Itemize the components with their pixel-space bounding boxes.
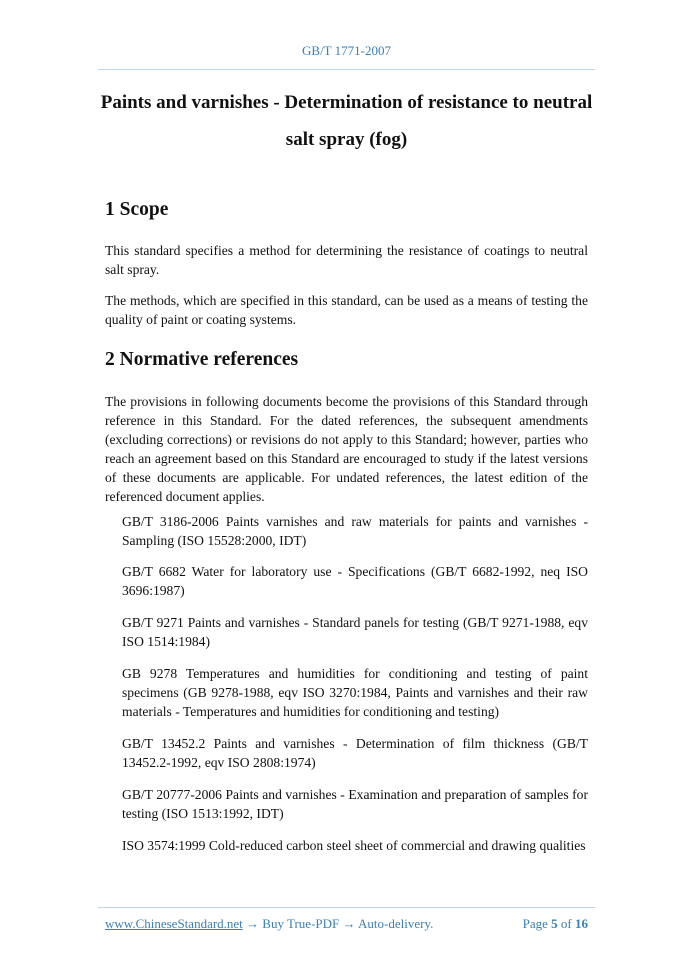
reference-item: GB/T 3186-2006 Paints varnishes and raw materials for paints and varnishes - Sampling (ISO 15528:2000, IDT) [122, 514, 588, 548]
reference-item: GB/T 20777-2006 Paints and varnishes - Examination and preparation of samples for testing (ISO 1513:1992, IDT) [122, 787, 588, 821]
reference-item: GB/T 13452.2 Paints and varnishes - Determination of film thickness (GB/T 13452.2-1992, eqv ISO 2808:1974) [122, 736, 588, 770]
total-pages: 16 [575, 916, 588, 931]
document-title: Paints and varnishes - Determination of resistance to neutral salt spray (fog) [100, 92, 593, 150]
paragraph: The provisions in following documents become the provisions of this Standard through reference in this Standard. For the dated references, the subsequent amendments (excluding corrections) or revisions do not apply to this Standard; however, parties who reach an agreement based on this Standard are encouraged to study if the latest versions of these documents are applicable. For undated references, the latest edition of the referenced document applies. [105, 394, 588, 504]
section-heading-scope: 1 Scope [105, 199, 169, 220]
website-link[interactable]: www.ChineseStandard.net [105, 916, 243, 931]
paragraph: This standard specifies a method for determining the resistance of coatings to neutral salt spray. [105, 243, 588, 277]
reference-item: GB/T 9271 Paints and varnishes - Standard panels for testing (GB/T 9271-1988, eqv ISO 1514:1984) [122, 615, 588, 649]
page-number [523, 916, 588, 932]
footer [105, 916, 588, 932]
section-heading-normative-references: 2 Normative references [105, 349, 299, 370]
paragraph: The methods, which are specified in this standard, can be used as a means of testing the quality of paint or coating systems. [105, 293, 588, 327]
current-page: 5 [551, 916, 558, 931]
header-doc-code: GB/T 1771-2007 [302, 43, 391, 58]
footer-promo [105, 916, 433, 932]
page-label: Page [522, 916, 548, 931]
of-label: of [560, 916, 572, 931]
reference-item: GB 9278 Temperatures and humidities for conditioning and testing of paint specimens (GB 9278-1988, eqv ISO 3270:1984, Paints and varnishes and their raw materials - Temperatures and humidities for conditioning and testing) [122, 666, 588, 719]
header-rule [98, 69, 595, 70]
promo-text: → Buy True-PDF → Auto-delivery. [242, 916, 434, 931]
reference-item: ISO 3574:1999 Cold-reduced carbon steel sheet of commercial and drawing qualities [122, 838, 586, 853]
reference-item: GB/T 6682 Water for laboratory use - Specifications (GB/T 6682-1992, neq ISO 3696:1987) [122, 564, 588, 598]
footer-rule [98, 907, 595, 908]
